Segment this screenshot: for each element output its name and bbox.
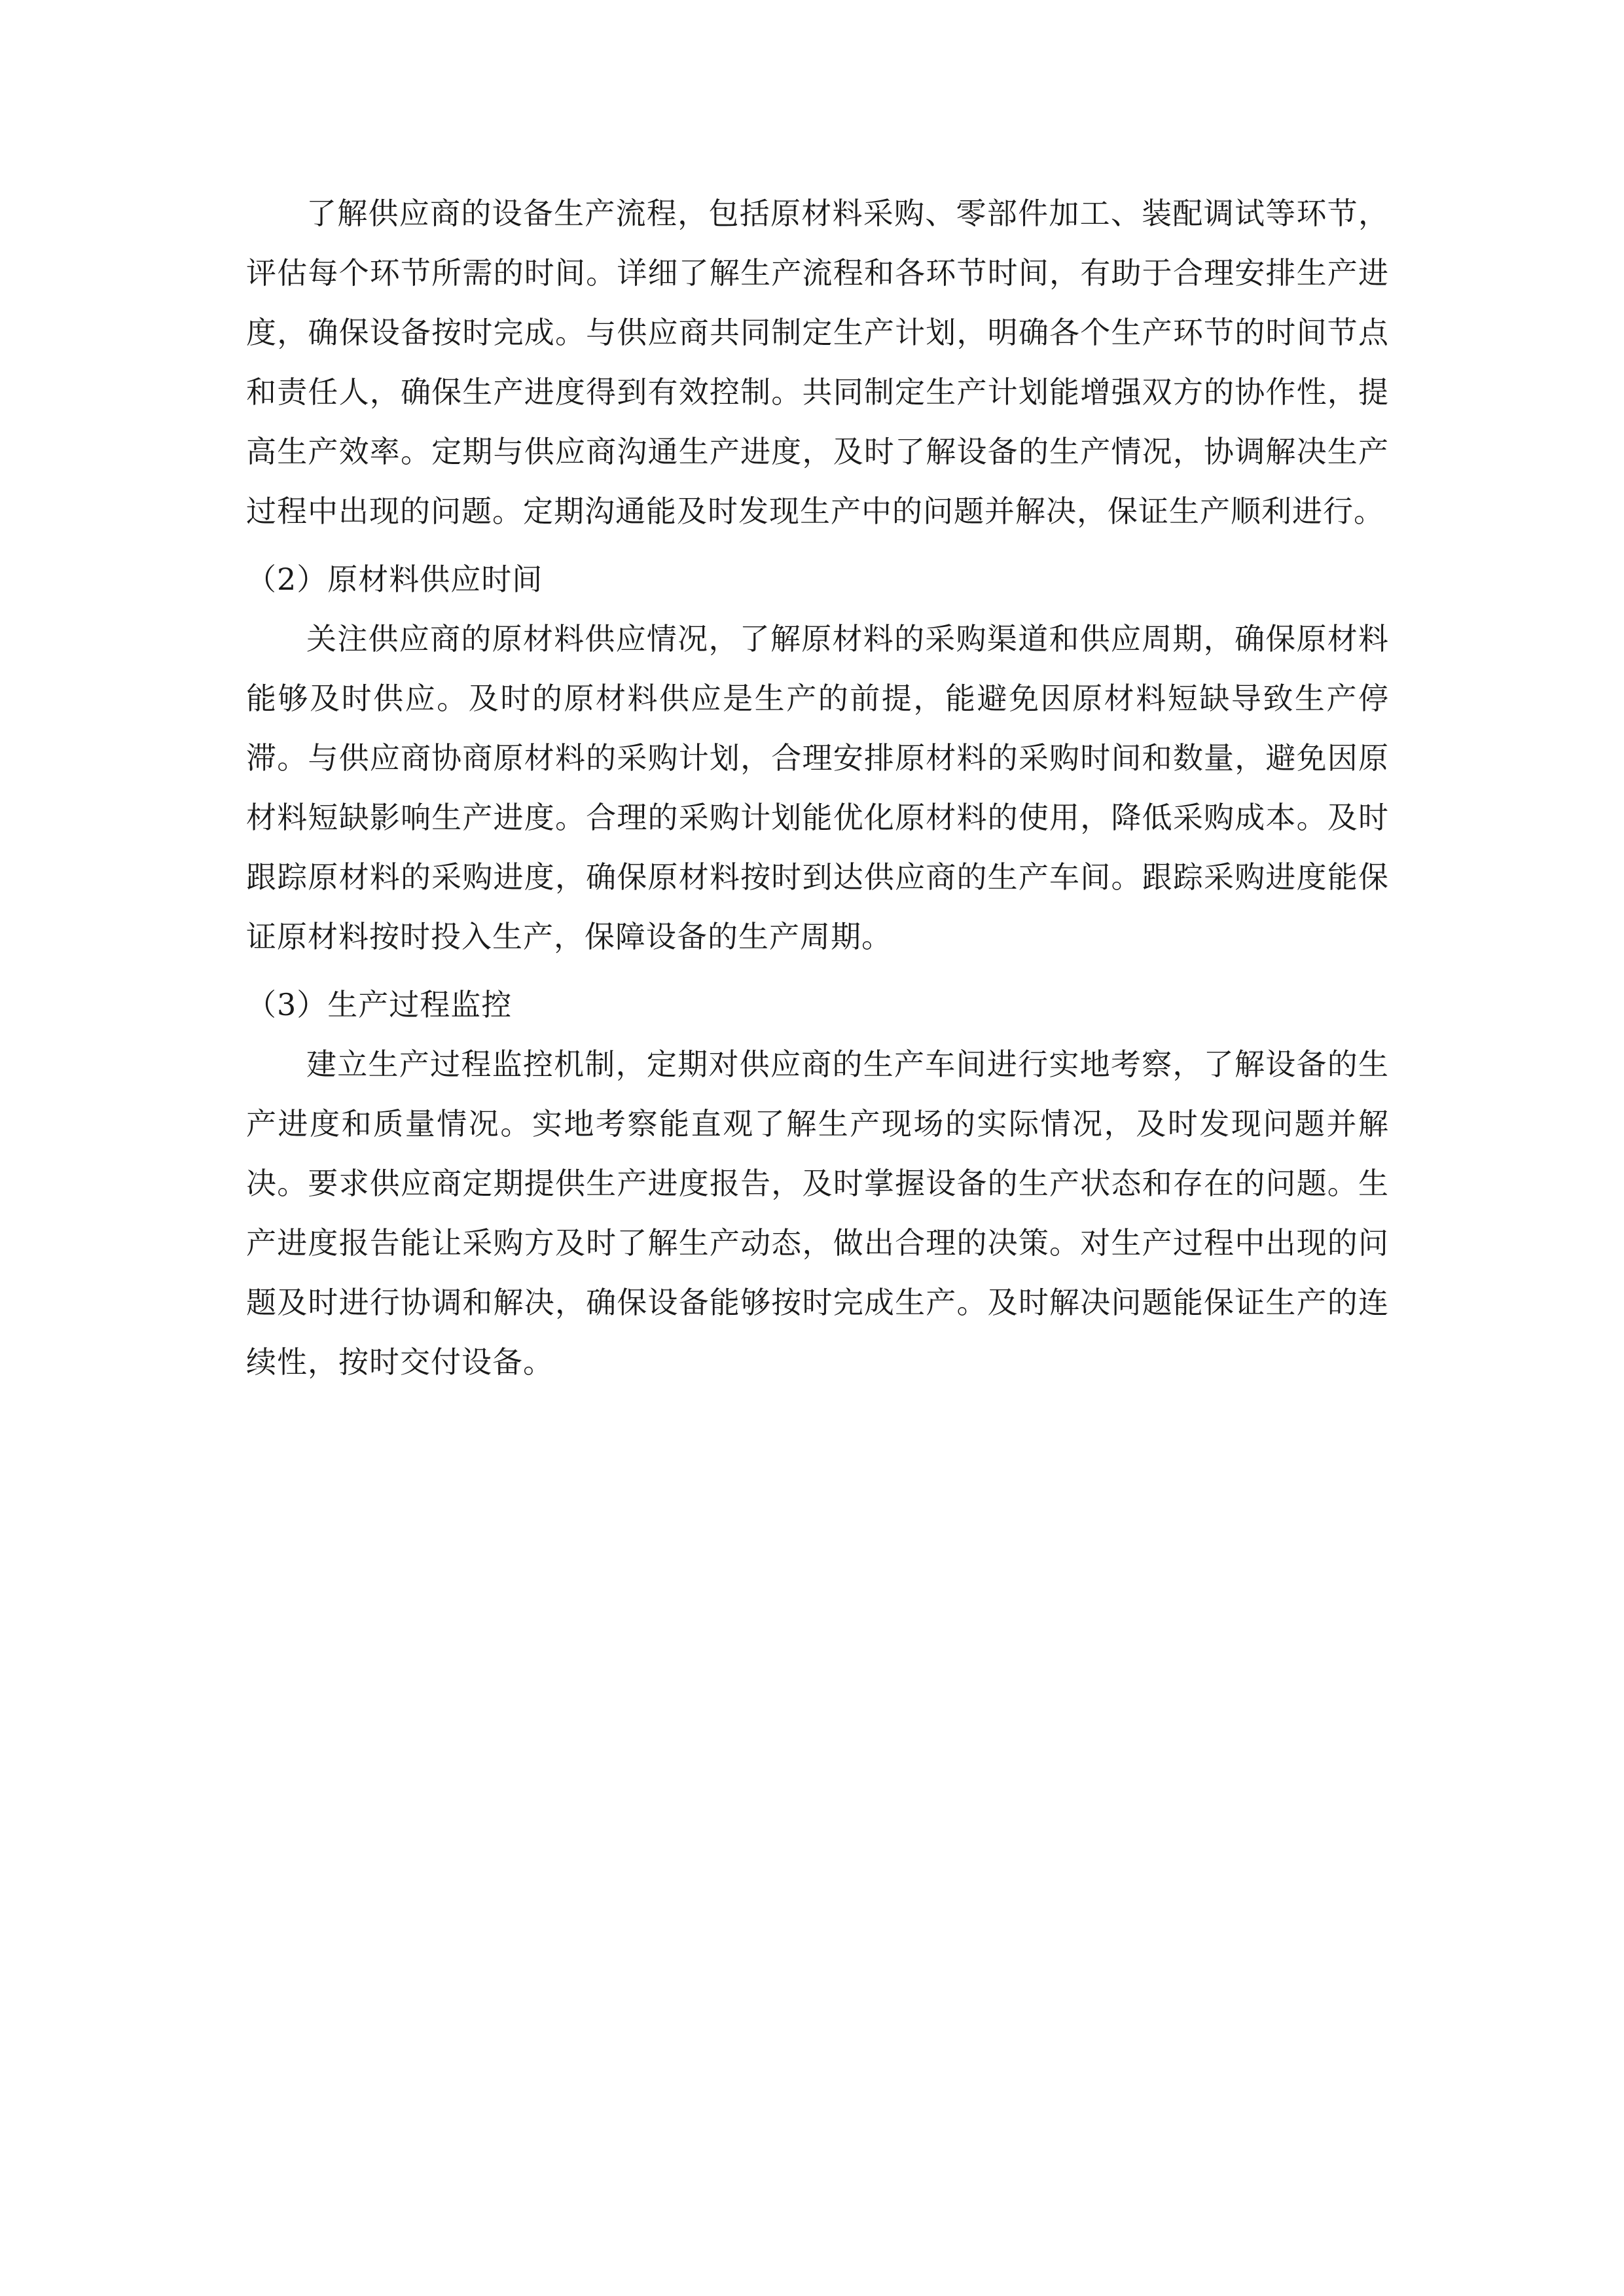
paragraph-production-monitoring: 建立生产过程监控机制，定期对供应商的生产车间进行实地考察，了解设备的生产进度和质量情况。实地考察能直观了解生产现场的实际情况，及时发现问题并解决。要求供应商定期提供生产进度报告，及时掌握设备的生产状态和存在的问题。生产进度报告能让采购方及时了解生产动态，做出合理的决策。对生产过程中出现的问题及时进行协调和解决，确保设备能够按时完成生产。及时解决问题能保证生产的连续性，按时交付设备。 xyxy=(246,1047,1389,1380)
paragraph-raw-material-supply: 关注供应商的原材料供应情况，了解原材料的采购渠道和供应周期，确保原材料能够及时供应。及时的原材料供应是生产的前提，能避免因原材料短缺导致生产停滞。与供应商协商原材料的采购计划，合理安排原材料的采购时间和数量，避免因原材料短缺影响生产进度。合理的采购计划能优化原材料的使用，降低采购成本。及时跟踪原材料的采购进度，确保原材料按时到达供应商的生产车间。跟踪采购进度能保证原材料按时投入生产，保障设备的生产周期。 xyxy=(246,621,1389,954)
section-heading-raw-material-supply: （2）原材料供应时间 xyxy=(246,562,543,597)
paragraph-production-flow: 了解供应商的设备生产流程，包括原材料采购、零部件加工、装配调试等环节，评估每个环节所需的时间。详细了解生产流程和各环节时间，有助于合理安排生产进度，确保设备按时完成。与供应商共同制定生产计划，明确各个生产环节的时间节点和责任人，确保生产进度得到有效控制。共同制定生产计划能增强双方的协作性，提高生产效率。定期与供应商沟通生产进度，及时了解设备的生产情况，协调解决生产过程中出现的问题。定期沟通能及时发现生产中的问题并解决，保证生产顺利进行。 xyxy=(246,196,1389,529)
document-body xyxy=(246,184,1389,1392)
section-heading-production-monitoring: （3）生产过程监控 xyxy=(246,987,513,1022)
